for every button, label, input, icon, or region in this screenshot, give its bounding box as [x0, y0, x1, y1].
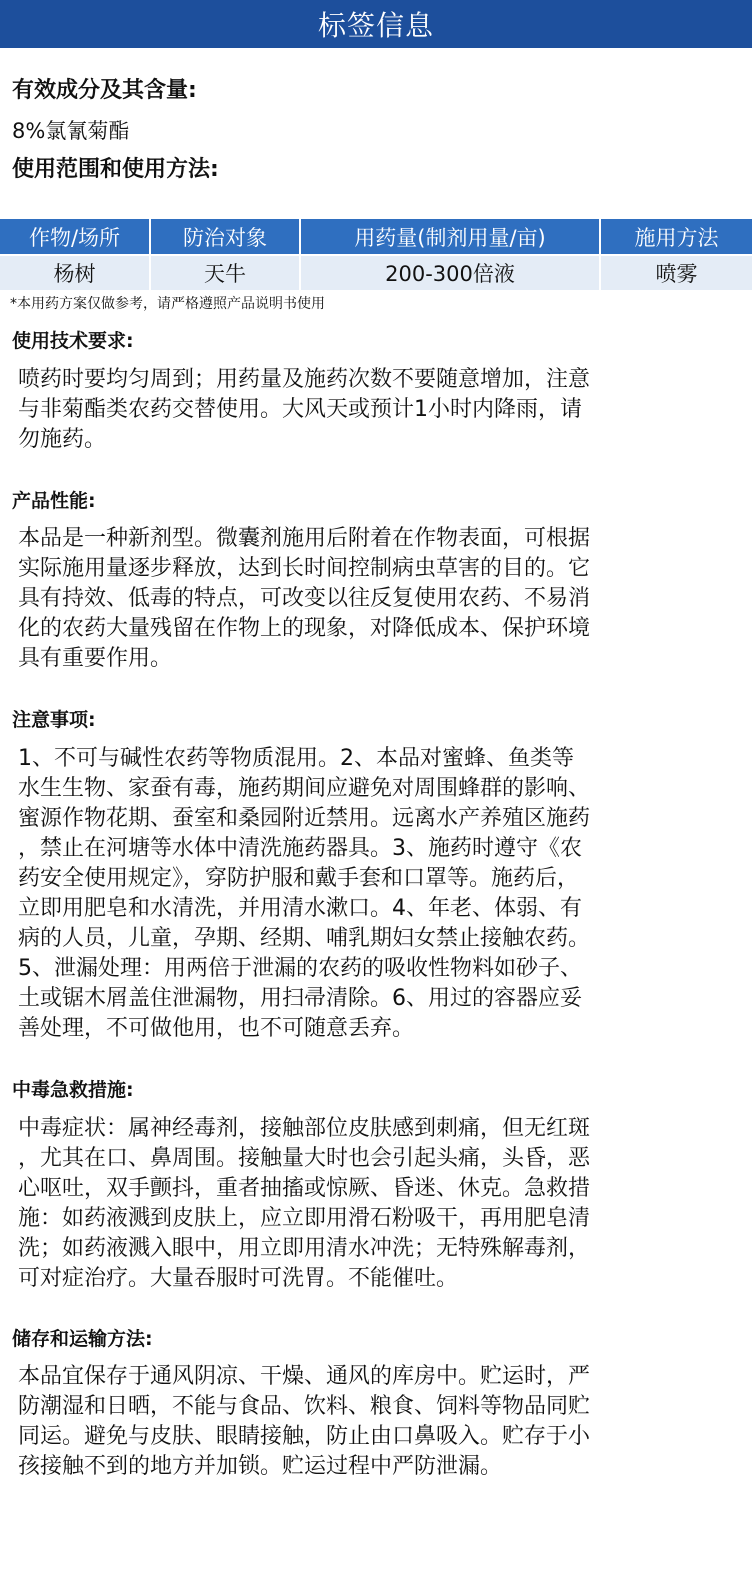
usage-note: *本用药方案仅做参考，请严格遵照产品说明书使用 — [10, 296, 325, 312]
text-line: 同运。避免与皮肤、眼睛接触，防止由口鼻吸入。贮存于小 — [18, 1424, 591, 1449]
text-line: 中毒症状：属神经毒剂，接触部位皮肤感到刺痛，但无红斑 — [18, 1116, 591, 1141]
col-header-crop: 作物/场所 — [0, 219, 150, 255]
text-line: 具有重要作用。 — [18, 646, 173, 671]
dosage-table — [0, 219, 752, 290]
text-line: 防潮湿和日晒，不能与食品、饮料、粮食、饲料等物品同贮 — [18, 1394, 591, 1419]
text-line: 5、泄漏处理：用两倍于泄漏的农药的吸收性物料如砂子、 — [18, 956, 582, 981]
section-body-performance — [18, 524, 730, 674]
text-line: 与非菊酯类农药交替使用。大风天或预计1小时内降雨，请 — [18, 397, 582, 422]
text-line: 蜜源作物花期、蚕室和桑园附近禁用。远离水产养殖区施药 — [18, 806, 591, 831]
page-header — [0, 0, 752, 48]
section-body-tech — [18, 365, 730, 455]
text-line: 勿施药。 — [18, 427, 107, 452]
text-line: ，尤其在口、鼻周围。接触量大时也会引起头痛，头昏，恶 — [18, 1146, 591, 1171]
section-body-cautions — [18, 744, 730, 1044]
page-title: 标签信息 — [317, 9, 434, 42]
text-line: 1、不可与碱性农药等物质混用。2、本品对蜜蜂、鱼类等 — [18, 746, 574, 771]
text-line: 土或锯木屑盖住泄漏物，用扫帚清除。6、用过的容器应妥 — [18, 986, 582, 1011]
text-line: 立即用肥皂和水清洗，并用清水漱口。4、年老、体弱、有 — [18, 896, 582, 921]
section-title-tech: 使用技术要求: — [12, 330, 134, 352]
text-line: 孩接触不到的地方并加锁。贮运过程中严防泄漏。 — [18, 1454, 503, 1479]
text-line: ，禁止在河塘等水体中清洗施药器具。3、施药时遵守《农 — [18, 836, 582, 861]
text-line: 喷药时要均匀周到；用药量及施药次数不要随意增加，注意 — [18, 367, 591, 392]
text-line: 实际施用量逐步释放，达到长时间控制病虫草害的目的。它 — [18, 556, 591, 581]
section-title-cautions: 注意事项: — [12, 709, 96, 731]
text-line: 药安全使用规定》，穿防护服和戴手套和口罩等。施药后， — [18, 866, 580, 891]
section-body-storage — [18, 1362, 730, 1482]
text-line: 施：如药液溅到皮肤上，应立即用滑石粉吸干，再用肥皂清 — [18, 1206, 591, 1231]
section-body-firstaid — [18, 1114, 730, 1294]
text-line: 可对症治疗。大量吞服时可洗胃。不能催吐。 — [18, 1266, 459, 1291]
section-title-storage: 储存和运输方法: — [12, 1328, 153, 1350]
text-line: 化的农药大量残留在作物上的现象，对降低成本、保护环境 — [18, 616, 591, 641]
section-title-firstaid: 中毒急救措施: — [12, 1079, 134, 1101]
cell-target: 天牛 — [150, 255, 300, 290]
text-line: 水生生物、家蚕有毒，施药期间应避免对周围蜂群的影响、 — [18, 776, 591, 801]
scope-heading: 使用范围和使用方法: — [12, 157, 219, 182]
text-line: 具有持效、低毒的特点，可改变以往反复使用农药、不易消 — [18, 586, 591, 611]
text-line: 病的人员，儿童，孕期、经期、哺乳期妇女禁止接触农药。 — [18, 926, 591, 951]
col-header-dosage: 用药量(制剂用量/亩) — [300, 219, 600, 255]
col-header-target: 防治对象 — [150, 219, 300, 255]
text-line: 心呕吐，双手颤抖，重者抽搐或惊厥、昏迷、休克。急救措 — [18, 1176, 591, 1201]
text-line: 本品宜保存于通风阴凉、干燥、通风的库房中。贮运时，严 — [18, 1364, 591, 1389]
cell-dosage: 200-300倍液 — [300, 255, 600, 290]
table-row — [0, 255, 752, 290]
table-header-row — [0, 219, 752, 255]
ingredient-heading: 有效成分及其含量: — [12, 78, 197, 103]
text-line: 洗；如药液溅入眼中，用立即用清水冲洗；无特殊解毒剂， — [18, 1236, 591, 1261]
ingredient-value: 8%氯氰菊酯 — [12, 119, 130, 143]
text-line: 善处理，不可做他用，也不可随意丢弃。 — [18, 1016, 415, 1041]
col-header-method: 施用方法 — [600, 219, 752, 255]
cell-method: 喷雾 — [600, 255, 752, 290]
text-line: 本品是一种新剂型。微囊剂施用后附着在作物表面，可根据 — [18, 526, 591, 551]
section-title-performance: 产品性能: — [12, 490, 96, 512]
cell-crop: 杨树 — [0, 255, 150, 290]
